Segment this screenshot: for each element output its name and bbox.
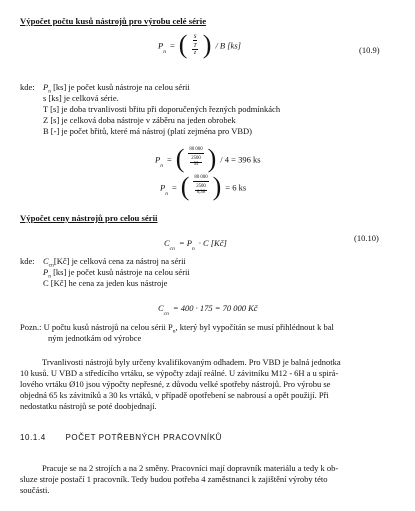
where-item: $P_n$ [ks] je počet kusů nástroje na celou sérii <box>43 267 190 280</box>
paragraph-line: součásti. <box>20 485 50 495</box>
where-label: kde: <box>20 256 35 266</box>
calc2-den-bottom: 0,36 <box>196 189 206 195</box>
where-item: Z [s] je celková doba nástroje v záběru na jeden obrobek <box>43 115 236 125</box>
subsection-number: 10.1.4 <box>20 433 46 442</box>
paragraph-line: Trvanlivosti nástrojů byly určeny kvalifikovaným odhadem. Pro VBD je balná jednotka <box>42 357 341 367</box>
calc1-numerator: 80 000 <box>189 147 203 153</box>
where-item: T [s] je doba trvanlivosti břitu při doporučených řezných podmínkách <box>43 104 281 114</box>
calculation-3: $C_{cn} = 400 \cdot 175 = 70$ 000 Kč <box>158 303 258 318</box>
subsection-title: POČET POTŘEBNÝCH PRACOVNÍKŮ <box>65 433 223 442</box>
paragraph-line: Pracuje se na 2 strojích a na 2 směny. Pracovníci mají dopravník materiálu a tedy k ob- <box>42 463 339 473</box>
frac-denominator <box>191 41 198 57</box>
equation-number: (10.9) <box>359 45 380 55</box>
eq-lhs: P <box>158 40 164 51</box>
calculation-1: $P_n$ = ( $\frac{80 000}{\frac{2500}{95}}$ ) / 4 = 396 ks <box>155 144 261 173</box>
note-line: ným jednotkám od výrobce <box>48 333 142 343</box>
frac-den-top: T <box>193 42 197 49</box>
where-item: $P_n$ [ks] je počet kusů nástroje na celou sérii <box>43 82 190 95</box>
calc1-result: / 4 = 396 ks <box>220 154 261 165</box>
calc2-den-top: 2500 <box>196 183 206 189</box>
paragraph-line: 10 kusů. U VBD a středícího vrtáku, se výpočty zdají reálné. U závitníku M12 - 6H a u spirá- <box>20 368 339 378</box>
note-line: Pozn.: U počtu kusů nástrojů na celou sérii $P_n$, který byl vypočítán se musí přihlédnout k bal <box>20 322 334 335</box>
where-item: s [ks] je celková série. <box>43 93 119 103</box>
section-heading: Výpočet ceny nástrojů pro celou sérii <box>20 213 158 223</box>
where-item: $C_{cn}[Kč]$ je celková cena za nástroj na sérii <box>43 256 186 269</box>
paren-close: ) <box>202 30 212 59</box>
calc1-den-top: 2500 <box>191 155 201 161</box>
eq-lhs-sub: n <box>163 48 166 55</box>
frac-numerator: s <box>193 32 197 40</box>
section-heading: Výpočet počtu kusů nástrojů pro výrobu celé série <box>20 16 207 26</box>
frac-den-bottom: z <box>193 49 197 56</box>
eq-equals: = <box>169 40 175 51</box>
fraction <box>191 33 198 57</box>
equation-number: (10.10) <box>354 233 379 243</box>
equation-10-9 <box>158 32 241 58</box>
where-item: C [Kč] he cena za jeden kus nástroje <box>43 278 168 288</box>
calc1-den-bottom: 95 <box>193 161 199 167</box>
paragraph-line: nedostatku nástrojů se poté doobjednají. <box>20 401 157 411</box>
where-label: kde: <box>20 82 35 92</box>
paragraph-line: lového vrtáku Ø10 jsou výpočty nepřesné, z důvodu velké spotřeby nástrojů. Pro výrobu se <box>20 379 331 389</box>
calculation-2: $P_n$ = ( $\frac{80 000}{\frac{2500}{0,36}}$ ) = 6 ks <box>160 172 247 201</box>
subsection-heading <box>20 433 222 442</box>
calc2-result: = 6 ks <box>225 182 247 193</box>
paragraph-line: sluze stroje postačí 1 pracovník. Tedy budou potřeba 4 zaměstnanci k zajištění výroby této <box>20 474 328 484</box>
where-item: B [-] je počet břitů, které má nástroj (platí zejména pro VBD) <box>43 126 252 136</box>
paren-open: ( <box>178 30 188 59</box>
calc2-numerator: 80 000 <box>194 175 208 181</box>
equation-10-10: $C_{cn} = P_n \cdot C$ [Kč] <box>164 238 227 253</box>
eq-rest: / B [ks] <box>215 40 241 51</box>
paragraph-line: objedná 65 ks závitníků a 30 ks vrtáků, v případě opotřebení se nabrousí a opět použijí. Při <box>20 390 329 400</box>
